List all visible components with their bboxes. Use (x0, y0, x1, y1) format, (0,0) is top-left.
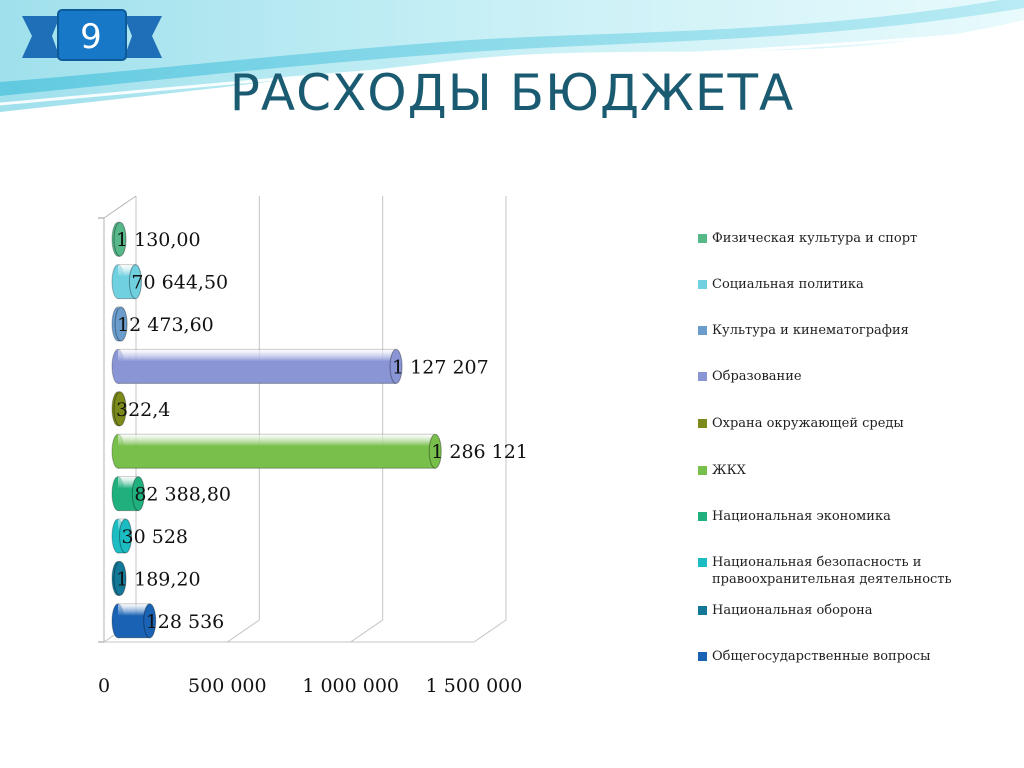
page-title: РАСХОДЫ БЮДЖЕТА (229, 64, 795, 122)
legend-item (698, 276, 998, 293)
chart-data-labels (116, 229, 528, 633)
bar-value-label: 30 528 (121, 526, 189, 548)
bar-value-label: 1 127 207 (392, 356, 489, 379)
x-tick-label: 500 000 (188, 675, 267, 697)
legend-label: Физическая культура и спорт (712, 231, 918, 246)
bar-body (118, 349, 396, 383)
legend-swatch (698, 652, 707, 661)
chart-floor-gridline (351, 620, 383, 642)
bar-value-label: 82 388,80 (134, 483, 232, 506)
bar-value-label: 70 644,50 (131, 271, 229, 294)
legend-item (698, 508, 998, 525)
legend-label: Национальная оборона (712, 603, 873, 618)
legend-label: Общегосударственные вопросы (712, 649, 931, 664)
x-tick-label: 0 (97, 675, 111, 697)
legend-item (698, 230, 998, 247)
bar-4 (112, 349, 402, 383)
x-tick-label: 1 000 000 (302, 675, 400, 697)
legend-label: Охрана окружающей среды (712, 416, 904, 431)
legend-item (698, 648, 998, 665)
chart-top-edge (104, 196, 136, 218)
bar-value-label: 128 536 (145, 610, 225, 633)
chart-floor-gridline (474, 620, 506, 642)
bar-value-label: 1 286 121 (431, 441, 528, 464)
legend-swatch (698, 512, 707, 521)
legend-swatch (698, 372, 707, 381)
legend-item (698, 554, 998, 588)
bar-value-label: 1 189,20 (116, 568, 201, 591)
legend-swatch (698, 466, 707, 475)
bar-value-label: 12 473,60 (117, 314, 214, 336)
legend-item (698, 462, 998, 479)
bar-value-label: 1 130,00 (116, 229, 201, 252)
legend-swatch (698, 606, 707, 615)
bar-6 (112, 434, 441, 468)
chart-floor-gridline (227, 620, 259, 642)
chart-x-ticks (98, 675, 522, 697)
legend-label: ЖКХ (712, 463, 746, 478)
legend-swatch (698, 234, 707, 243)
bar-body (118, 434, 435, 468)
legend-item (698, 602, 998, 619)
legend-label: Национальная экономика (712, 509, 891, 524)
x-tick-label: 1 500 000 (425, 675, 523, 697)
legend-item (698, 368, 998, 385)
slide-number: 9 (80, 17, 102, 57)
legend-label: Культура и кинематография (712, 323, 909, 338)
legend-item (698, 322, 998, 339)
legend-item (698, 415, 998, 432)
legend-swatch (698, 558, 707, 567)
legend-label: Социальная политика (712, 277, 864, 292)
legend-label: Национальная безопасность и правоохранительная деятельность (712, 555, 952, 587)
legend-swatch (698, 326, 707, 335)
legend-label: Образование (712, 369, 802, 384)
legend-swatch (698, 419, 707, 428)
bar-value-label: 322,4 (116, 398, 171, 421)
legend-swatch (698, 280, 707, 289)
